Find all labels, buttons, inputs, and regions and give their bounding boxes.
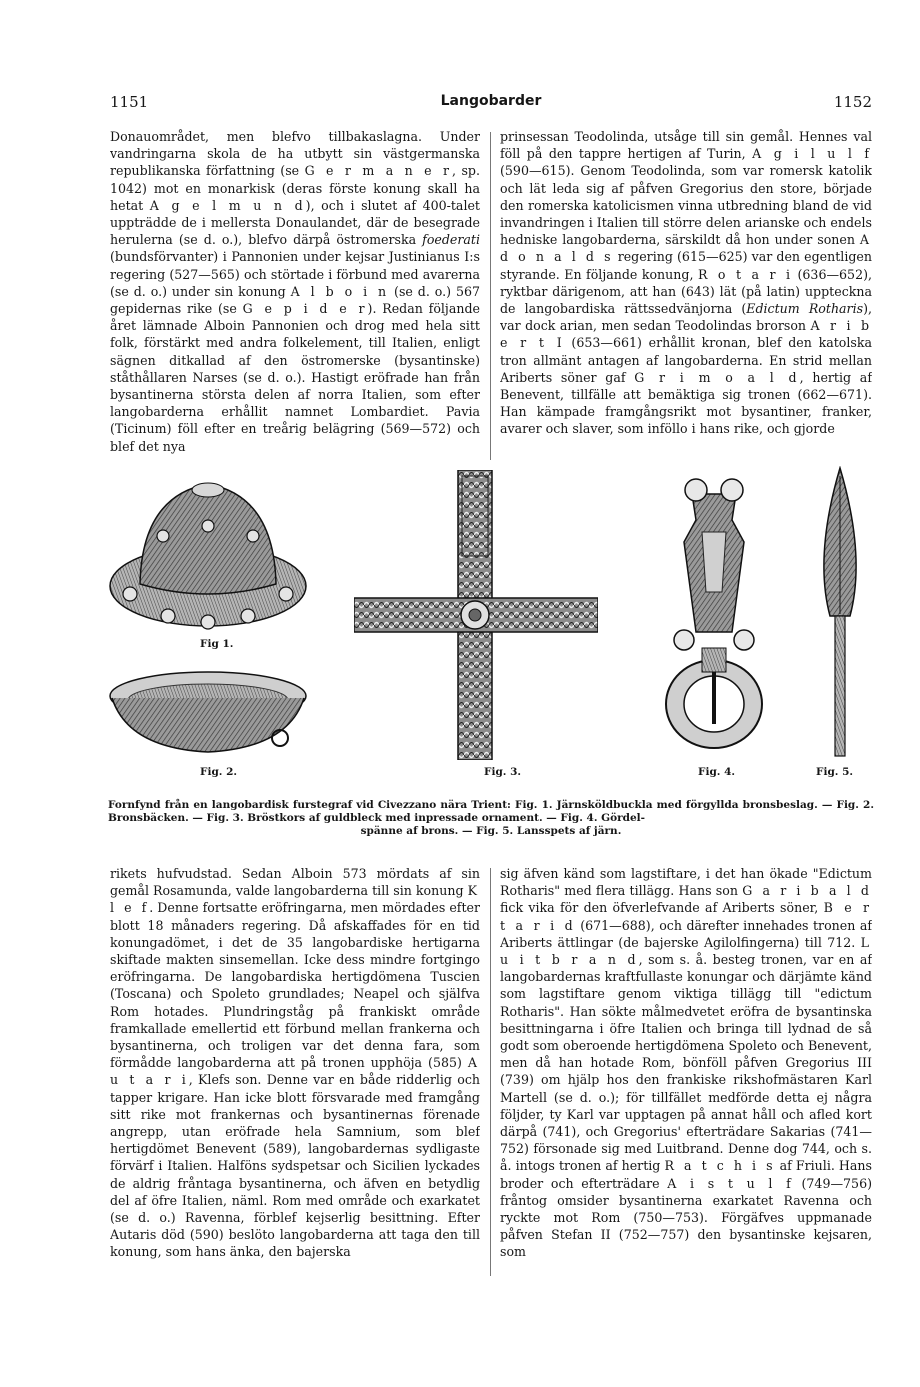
spaced-name: R o t a r i <box>697 266 794 282</box>
page-number-right: 1152 <box>833 93 872 111</box>
caption-line-2: spänne af brons. — Fig. 5. Lansspets af järn. <box>360 825 622 837</box>
spaced-name: A u t a r i <box>110 1055 480 1088</box>
shield-boss-illustration <box>108 466 308 636</box>
figure-label-3: Fig. 3. <box>484 766 522 778</box>
column-top-left <box>110 128 480 464</box>
column-divider <box>490 868 491 1276</box>
italic-term: Edictum Rotharis <box>746 301 864 317</box>
spaced-name: A g i l u l f <box>752 146 872 162</box>
spaced-name: A i s t u l f <box>667 1175 794 1191</box>
paragraph: sig äfven känd som lagstiftare, i det han ökade "Edictum Rotharis" med flera tillägg. Hans son G a r i b a l d fick vika för den öfverlefvande af Ariberts söner, B e r t a r i d (671—688), och därefter innehades tronen af Ariberts ättlingar (de bajerske Agilolfingerna) till 712. L u i t b r a n d, som s. å. besteg tronen, var en af langobardernas kraftfullaste konungar och därjämte känd som lagstiftare genom viktiga tillägg till "edictum Rotharis". Han sökte målmedvetet eröfra de bysantinska besittningarna i öfre Italien och bringa till lydnad de så godt som oberoende hertigdömena Spoleto och Benevent, men då han hotade Rom, bönföll påfven Gregorius III (739) om hjälp hos den frankiske rikshofmästaren Karl Martell (se d. o.); för tillfället medförde detta ej några följder, ty Karl var upptagen på annat håll och afled kort därpå (741), och Gregorius' efterträdare Sakarias (741—752) försonade sig med Luitbrand. Denne dog 744, och s. å. intogs tronen af hertig R a t c h i s af Friuli. Hans broder och efterträdare A i s t u l f (749—756) fråntog omsider bysantinerna exarkatet Ravenna och ryckte mot Rom (750—753). Förgäfves uppmanade påfven Stefan II (752—757) den bysantinske kejsaren, som <box>500 866 872 1260</box>
column-bottom-right <box>500 865 872 1279</box>
gold-cross-illustration <box>354 470 598 760</box>
paragraph: prinsessan Teodolinda, utsåge till sin gemål. Hennes val föll på den tappre hertigen af Turin, A g i l u l f (590—615). Genom Teodolinda, som var romersk katolik och lät leda sig af påfven Gregorius den store, började den romerska katolicismen vinna utbredning bland de vid invandringen i Italien till större delen arianske och endels hedniske langobarderna, särskildt då hon under sonen A d o n a l d s regering (615—625) var den egentligen styrande. En följande konung, R o t a r i (636—652), ryktbar därigenom, att han (643) lät (på latin) uppteckna de langobardiska rättssedvänjorna (Edictum Rotharis), var dock arian, men sedan Teodolindas brorson A r i b e r t I (653—661) erhållit kronan, blef den katolska tron allmänt antagen af langobarderna. En strid mellan Ariberts söner gaf G r i m o a l d, hertig af Benevent, tillfälle att bemäktiga sig tronen (662—671). Han kämpade framgångsrikt mot bysantiner, franker, avarer och slaver, som inföllo i hans rike, och gjorde <box>500 129 872 437</box>
spaced-name: A d o n a l d s <box>500 232 872 265</box>
figure-label-4: Fig. 4. <box>698 766 736 778</box>
column-divider <box>490 132 491 460</box>
bronze-basin-illustration <box>108 666 308 766</box>
spaced-name: A r i b e r t I <box>500 318 872 351</box>
column-top-right <box>500 128 872 464</box>
caption-line-1: Fornfynd från en langobardisk furstegraf vid Civezzano nära Trient: Fig. 1. Järnsköldbuckla med förgyllda bronsbeslag. — Fig. 2. Bronsbäcken. — Fig. 3. Bröstkors af guldbleck med inpressade ornament. — Fig. 4. Gördel- <box>108 799 874 824</box>
spaced-name: G a r i b a l d <box>742 883 872 899</box>
page-number-left: 1151 <box>110 93 149 111</box>
running-title: Langobarder <box>440 93 542 109</box>
cross-reference: G e p i d e r <box>242 301 368 317</box>
column-bottom-left <box>110 865 480 1279</box>
cross-reference: G e r m a n e r <box>304 163 453 179</box>
figure-label-2: Fig. 2. <box>200 766 238 778</box>
spaced-name: K l e f <box>110 883 480 916</box>
paragraph: rikets hufvudstad. Sedan Alboin 573 mördats af sin gemål Rosamunda, valde langobarderna till sin konung K l e f. Denne fortsatte eröfringarna, men mördades efter blott 18 månaders regering. Då afskaffades för en tid konungadömet, i det de 35 langobardiske hertigarna skiftade makten sinsemellan. Icke dess mindre fortgingo eröfringarna. De langobardiska hertigdömena Tuscien (Toscana) och Spoleto grundlades; Neapel och själfva Rom hotades. Plundringståg på frankiskt område framkallade emellertid ett förbund mellan frankerna och bysantinerna, och troligen var det denna fara, som förmådde langobarderna att på tronen upphöja (585) A u t a r i, Klefs son. Denne var en både ridderlig och tapper krigare. Han icke blott försvarade med framgång sitt rike mot frankernas och bysantinernas förenade angrepp, utan eröfrade hela Samnium, som blef hertigdömet Benevent (589), langobardernas sydligaste förvärf i Italien. Halföns sydspetsar och Sicilien lyckades de aldrig fråntaga bysantinerna, och äfven en betydlig del af öfre Italien, näml. Rom med område och exarkatet (se d. o.) Ravenna, förblef kejserlig besittning. Efter Autaris död (590) beslöto langobarderna att taga den till konung, som hans änka, den bajerska <box>110 866 480 1260</box>
artifact-figure-plate <box>108 466 874 784</box>
page-header <box>110 93 872 115</box>
italic-term: foederati <box>422 232 480 248</box>
spaced-name: B e r t a r i d <box>500 900 872 933</box>
belt-buckle-illustration <box>662 472 766 762</box>
paragraph: Donauområdet, men blefvo tillbakaslagna. Under vandringarna skola de ha utbytt sin västgermanska republikanska författning (se G e r m a n e r, sp. 1042) mot en monarkisk (deras förste konung skall ha hetat A g e l m u n d), och i slutet af 400-talet uppträdde de i mellersta Donaulandet, där de besegrade herulerna (se d. o.), blefvo därpå östromerska foederati (bundsförvanter) i Pannonien under kejsar Justinianus I:s regering (527—565) och störtade i förbund med avarerna (se d. o.) under sin konung A l b o i n (se d. o.) 567 gepidernas rike (se G e p i d e r). Redan följande året lämnade Alboin Pannonien och drog med hela sitt folk, förstärkt med andra folkelement, till Italien, enligt sägnen ditkallad af den östromerske (bysantinske) ståthållaren Narses (se d. o.). Hastigt eröfrade han från bysantinerna största delen af norra Italien, som efter langobarderna erhållit namnet Lombardiet. Pavia (Ticinum) föll efter en treårig belägring (569—572) och blef det nya <box>110 129 480 454</box>
spaced-name: A g e l m u n d <box>149 197 306 213</box>
figure-label-1: Fig 1. <box>200 638 234 650</box>
figure-label-5: Fig. 5. <box>816 766 854 778</box>
spaced-name: A l b o i n <box>290 283 390 299</box>
spaced-name: L u i t b r a n d <box>500 934 872 968</box>
figure-caption <box>108 799 874 838</box>
spaced-name: G r i m o a l d <box>634 369 800 385</box>
spearhead-illustration <box>810 466 870 762</box>
spaced-name: R a t c h i s <box>664 1158 776 1174</box>
